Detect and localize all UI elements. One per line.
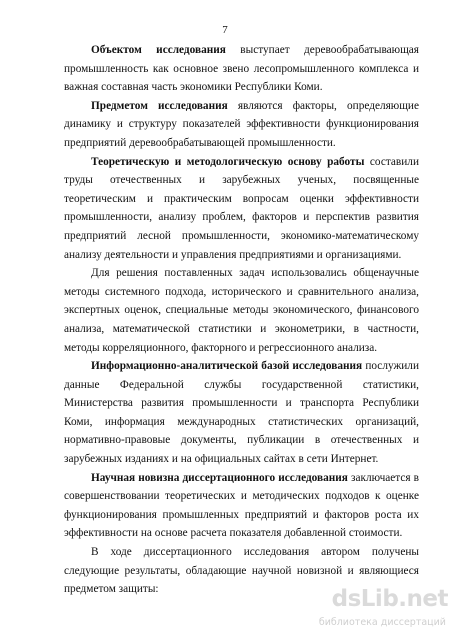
paragraph-heading: Объектом исследования xyxy=(91,44,226,56)
document-body xyxy=(64,41,419,599)
paragraph-text: составили труды отечественных и зарубежных ученых, посвященные теоретическим и практическим вопросам оценки эффективности промышленности, анализу проблем, факторов и перспектив развития предприятий лесной промышленности, экономико-математическому анализу деятельности и управления предприятиями и организациями. xyxy=(64,155,419,261)
watermark xyxy=(318,586,448,636)
paragraph-heading: Теоретическую и методологическую основу работы xyxy=(91,155,365,168)
paragraph-text: Для решения поставленных задач использовались общенаучные методы системного подхода, исторического и сравнительного анализа, экспертных оценок, специальные методы экономического, финансового анализа, математической статистики и эконометрики, в частности, методы корреляционного, факторного и регрессионного анализа. xyxy=(64,267,419,354)
paragraph-methods xyxy=(64,264,419,357)
paragraph-text: послужили данные Федеральной службы государственной статистики, Министерства развития промышленности и транспорта Республики Коми, информация международных статистических организаций, нормативно-правовые документы, публикации в отечественных и зарубежных изданиях и на официальных сайтах в сети Интернет. xyxy=(64,360,419,466)
paragraph-scientific-novelty xyxy=(64,469,419,543)
paragraph-information-base xyxy=(64,357,419,469)
paragraph-text: выступает деревообрабатывающая промышленность как основное звено лесопромышленного комплекса и важная составная часть экономики Республики Коми. xyxy=(64,44,419,94)
paragraph-heading: Предметом исследования xyxy=(91,99,228,112)
paragraph-text: В ходе диссертационного исследования автором получены следующие результаты, обладающие научной новизной и являющиеся предметом защиты: xyxy=(64,546,419,596)
paragraph-research-subject xyxy=(64,97,419,153)
paragraph-theoretical-basis xyxy=(64,153,419,265)
paragraph-research-object xyxy=(64,41,419,97)
page-number: 7 xyxy=(222,24,228,36)
paragraph-text: являются факторы, определяющие динамику и структуру показателей эффективности функционирования предприятий деревообрабатывающей промышленности. xyxy=(64,99,419,149)
paragraph-heading: Информационно-аналитической базой исследования xyxy=(91,360,363,373)
watermark-logo: dsLib.net xyxy=(331,586,448,612)
paragraph-text: заключается в совершенствовании теоретических и методических подходов к оценке функционирования промышленных предприятий и факторов роста их эффективности на основе расчета показателя добавленной стоимости. xyxy=(64,471,419,540)
paragraph-heading: Научная новизна диссертационного исследования xyxy=(91,471,348,484)
watermark-subtitle: библиотека диссертаций xyxy=(318,617,446,628)
